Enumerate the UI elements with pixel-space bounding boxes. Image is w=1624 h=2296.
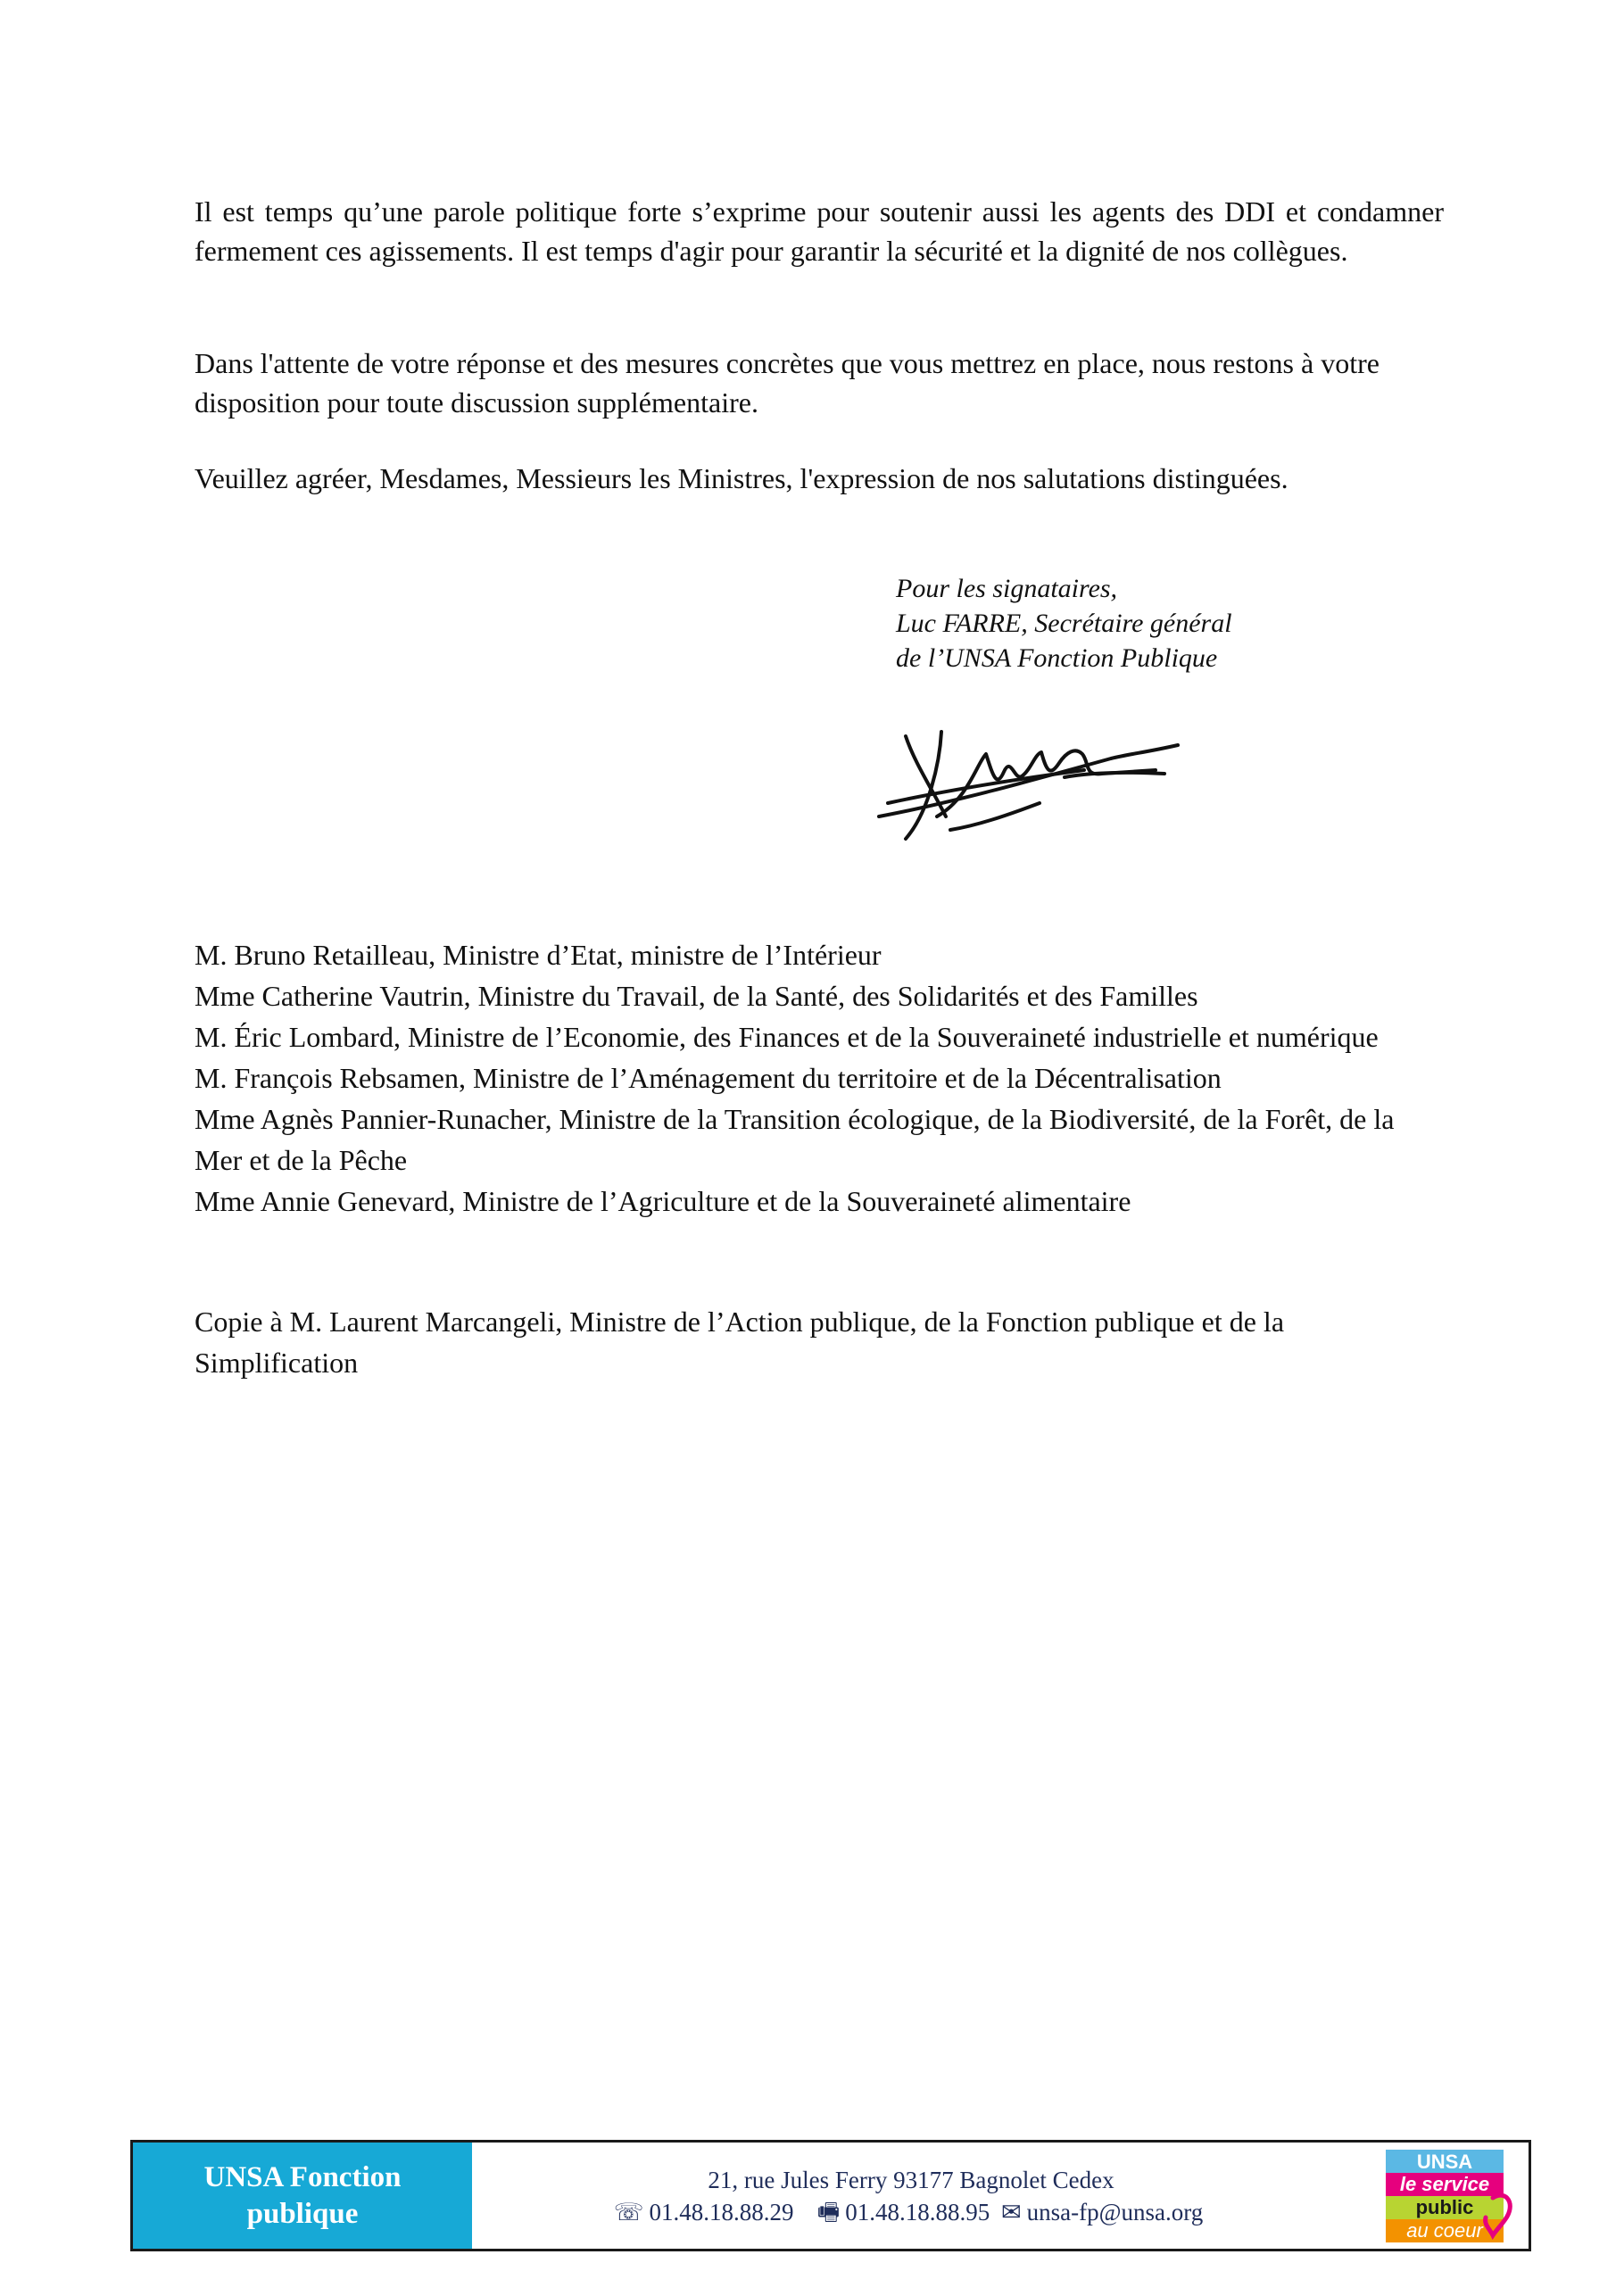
footer-phone: 01.48.18.88.29 [649, 2198, 794, 2226]
svg-text:au coeur: au coeur [1406, 2219, 1483, 2242]
svg-text:public: public [1415, 2196, 1474, 2218]
signatory-line-2: Luc FARRE, Secrétaire général [896, 609, 1232, 638]
phone-icon: ☏ [613, 2198, 644, 2226]
footer-org-line-2: publique [246, 2197, 359, 2230]
paragraph-call-to-action: Il est temps qu’une parole politique forte s’exprime pour soutenir aussi les agents des DDI et condamner fermement ces agissements. Il est temps d'agir pour garantir la sécurité et la dignité de nos collègues. [195, 195, 1444, 267]
signatory-line-1: Pour les signataires, [896, 574, 1118, 603]
footer [130, 2140, 1531, 2251]
signatory-block [896, 571, 1396, 676]
paragraph-closing: Veuillez agréer, Mesdames, Messieurs les Ministres, l'expression de nos salutations distinguées. [195, 462, 1288, 494]
unsa-logo-graphic [1350, 2143, 1529, 2249]
fax-icon: 🖷 [816, 2198, 841, 2226]
recipient-item: M. Bruno Retailleau, Ministre d’Etat, ministre de l’Intérieur [195, 939, 882, 971]
footer-org-name [133, 2143, 472, 2249]
svg-text:UNSA: UNSA [1416, 2151, 1473, 2173]
recipient-item: Mme Agnès Pannier-Runacher, Ministre de la Transition écologique, de la Biodiversité, de la Forêt, de la Mer et de la Pêche [195, 1103, 1395, 1176]
footer-fax: 01.48.18.88.95 [845, 2198, 990, 2226]
recipient-item: M. Éric Lombard, Ministre de l’Economie, des Finances et de la Souveraineté industrielle et numérique [195, 1021, 1379, 1053]
recipient-item: M. François Rebsamen, Ministre de l’Aménagement du territoire et de la Décentralisation [195, 1062, 1222, 1094]
footer-contact [472, 2143, 1350, 2249]
footer-org-line-1: UNSA Fonction [203, 2160, 402, 2193]
recipients-list [195, 934, 1444, 1222]
footer-address: 21, rue Jules Ferry 93177 Bagnolet Cedex [708, 2166, 1114, 2193]
signatory-line-3: de l’UNSA Fonction Publique [896, 643, 1218, 673]
copy-recipient: Copie à M. Laurent Marcangeli, Ministre de l’Action publique, de la Fonction publique et de la Simplification [195, 1305, 1285, 1379]
handwritten-signature [861, 692, 1200, 870]
recipient-item: Mme Catherine Vautrin, Ministre du Travail, de la Santé, des Solidarités et des Familles [195, 980, 1198, 1012]
paragraph-awaiting-response: Dans l'attente de votre réponse et des mesures concrètes que vous mettrez en place, nous restons à votre disposition pour toute discussion supplémentaire. [195, 347, 1380, 419]
footer-contact-line [614, 2196, 1208, 2228]
unsa-logo [1350, 2143, 1529, 2249]
email-icon: ✉ [1001, 2198, 1022, 2226]
footer-email: unsa-fp@unsa.org [1026, 2198, 1204, 2226]
recipient-item: Mme Annie Genevard, Ministre de l’Agriculture et de la Souveraineté alimentaire [195, 1185, 1131, 1217]
svg-text:le service: le service [1399, 2173, 1490, 2195]
